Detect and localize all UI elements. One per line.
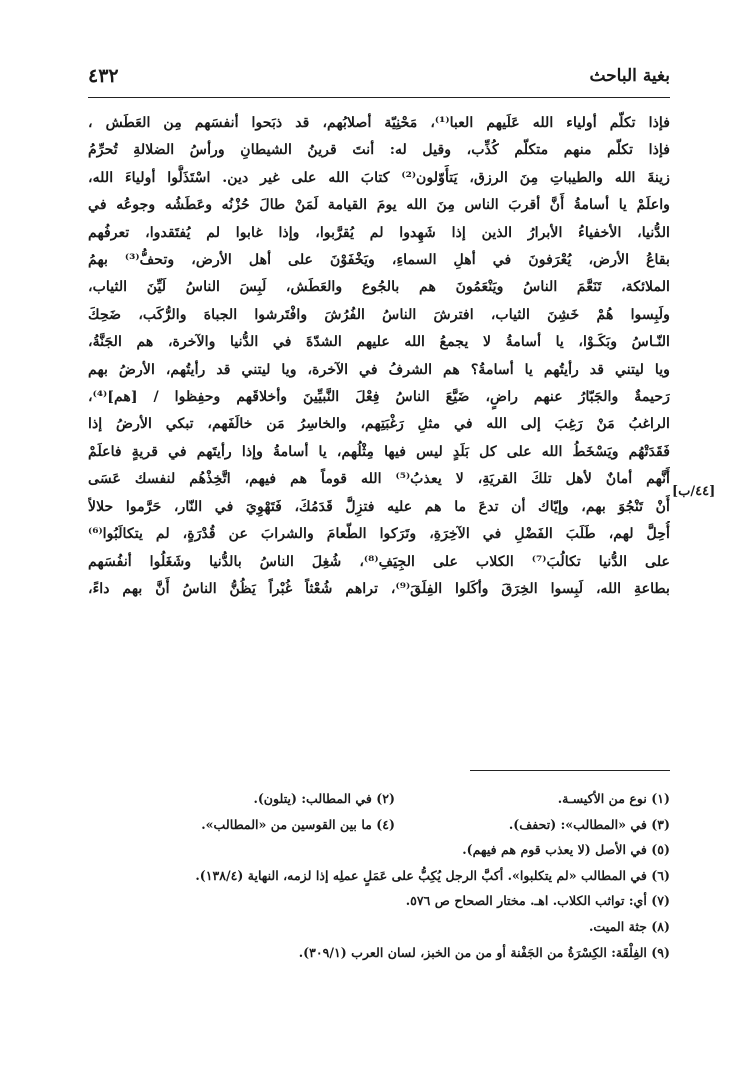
footnote-6: (٦) في المطالب «لم يتكلبوا». أكبَّ الرجل يُكِبُّ على عَمَلٍ عملِه إذا لزمه، النهاية (١٣٨/٤). bbox=[195, 867, 670, 883]
text-line: الملائكة، تَنَعَّمَ الناسُ ويَنْعَمُونَ هم بالجُوع والعَطَش، لَبِسَ الناسُ لَيِّنَ الثياب، bbox=[88, 279, 670, 296]
footnote-3: (٣) في «المطالب»: (تحفف). bbox=[508, 816, 670, 832]
text-line: فإذا تكلّم منهم متكلّم كُذِّب، وقيل له: أنتَ قرينُ الشيطانِ ورأسُ الضلالةِ تُحرِّمُ bbox=[88, 142, 670, 159]
footnote-2: (٢) في المطالب: (يتلون). bbox=[253, 791, 395, 806]
header-rule bbox=[88, 97, 670, 98]
page-number: ٤٣٢ bbox=[88, 65, 119, 87]
footnote-row bbox=[88, 786, 670, 812]
footnotes bbox=[88, 786, 670, 965]
text-line: فإذا تكلّم أولياء الله عَلَيهم العبا⁽¹⁾، مَحْنِيّة أصلابُهم، قد ذبَحوا أنفسَهم مِن العَطَش ، bbox=[88, 115, 670, 131]
main-text bbox=[88, 110, 670, 603]
footnote-8: (٨) جثة الميت. bbox=[589, 918, 670, 934]
text-line: زينةَ الله والطيباتِ مِنَ الرزق، يَتأَوّلون⁽²⁾ كتابَ الله على غير دين. اسْتَذَلُّوا أولياءَ الله، bbox=[88, 169, 670, 186]
text-line: النّـاسُ وبَكَـوْا، يا أسامةُ لا يجمعُ الله عليهم الشدّةَ في الدُّنيا والآخرة، هم الجَنَّةُ، bbox=[88, 334, 670, 351]
text-line: الدُّنيا، الأخفياءُ الأبرارُ الذين إذا شَهِدوا لم يُقرَّبوا، وإذا غابوا لم يُفتَقدوا، تعرفُهم bbox=[88, 224, 670, 241]
text-line: الراغبُ مَنْ رَغِبَ إلى الله في مثلِ رَغْبَتِهم، والخاسِرُ مَن خالَفَهم، تبكي الأرضُ إذا bbox=[88, 416, 670, 433]
footnote-4: (٤) ما بين القوسين من «المطالب». bbox=[201, 816, 395, 832]
footnote-9: (٩) الفِلْقَة: الكِسْرَةُ من الجَفْنة أو من من الخبز، لسان العرب (٣٠٩/١). bbox=[298, 944, 670, 960]
text-line: أَنْ تَنْجُوَ بهم، وإيّاك أن تدعَ ما هم عليه فتزِلَّ قَدَمُكَ، فَتَهْوِيَ في النّار، حَرَّموا حلالاً bbox=[88, 498, 670, 515]
text-line: واعلَمْ يا أسامةُ أَنَّ أقربَ الناس مِنَ الله يومَ القيامة لَمَنْ طالَ حُزْنُه وعَطَشُه وجوعُه في bbox=[88, 197, 670, 214]
text-line: على الدُّنيا تكالُبَ⁽⁷⁾ الكلاب على الجِيَفِ⁽⁸⁾، شُغِلَ الناسُ بالدُّنيا وشَغَلُوا أنفُسَهم bbox=[88, 553, 670, 570]
manuscript-folio-marker: [٤٤/ب] bbox=[672, 484, 716, 499]
text-line: بقاعُ الأرض، يُعْرَفونَ في أهلِ السماءِ، ويَخْفَوْنَ على أهل الأرض، وتحفُّ⁽³⁾ بهمُ bbox=[88, 252, 670, 269]
text-line: أُحِلَّ لهم، طَلَبَ الفَضْلِ في الآخِرَةِ، وتَرَكوا الطّعامَ والشرابَ عن قُدْرَةٍ، لم يتكالَبُوا⁽⁶⁾ bbox=[88, 526, 670, 543]
footnote-7: (٧) أي: تواثب الكلاب. اهـ. مختار الصحاح ص ٥٧٦. bbox=[405, 893, 670, 909]
running-title: بغية الباحث bbox=[589, 66, 670, 86]
page-header bbox=[88, 62, 670, 90]
text-line: ولَبِسوا هُمْ خَشِنَ الثياب، افترشَ الناسُ الفُرُشَ وافْتَرشوا الجباهَ والرُّكَب، ضَحِكَ bbox=[88, 306, 670, 323]
text-line: أَنَّهم أمانٌ لأهل تلكَ القريَةِ، لا يعذبُ⁽⁵⁾ الله قوماً هم فيهم، اتَّخِذْهُم لنفسك عَسَى bbox=[88, 471, 670, 488]
footnote-5: (٥) في الأصل (لا يعذب قوم هم فيهم). bbox=[462, 842, 670, 858]
text-line: ويا ليتني قد رأيتُهم يا أسامةُ؟ هم الشرفُ في الآخرة، ويا ليتني قد رأيتُهم، الأرضُ بهم bbox=[88, 361, 670, 378]
footnote-1: (١) نوع من الأكيسـة. bbox=[557, 791, 670, 806]
footnote-row bbox=[88, 812, 670, 838]
footnote-rule bbox=[470, 770, 670, 771]
text-line: بطاعةِ الله، لَبِسوا الخِرَقَ وأكَلوا الفِلَقَ⁽⁹⁾، تراهم شُعْثاً غُبْراً يَظُنُّ الناسُ أَنَّ بهم داءً، bbox=[88, 580, 670, 597]
text-line: رَحيمةٌ والجَبّارُ عنهم راضٍ، ضَيَّعَ الناسُ فِعْلَ النَّبيِّينَ وأخلاقَهم وحفِظوا / [هم]⁽⁴⁾، bbox=[88, 389, 670, 406]
text-line: فَقَدَتْهُم ويَسْخَطُ الله على كل بَلَدٍ ليس فيها مِثْلُهم، يا أسامةُ وإذا رأيتَهم في قريةٍ فاعلَمْ bbox=[88, 443, 670, 460]
